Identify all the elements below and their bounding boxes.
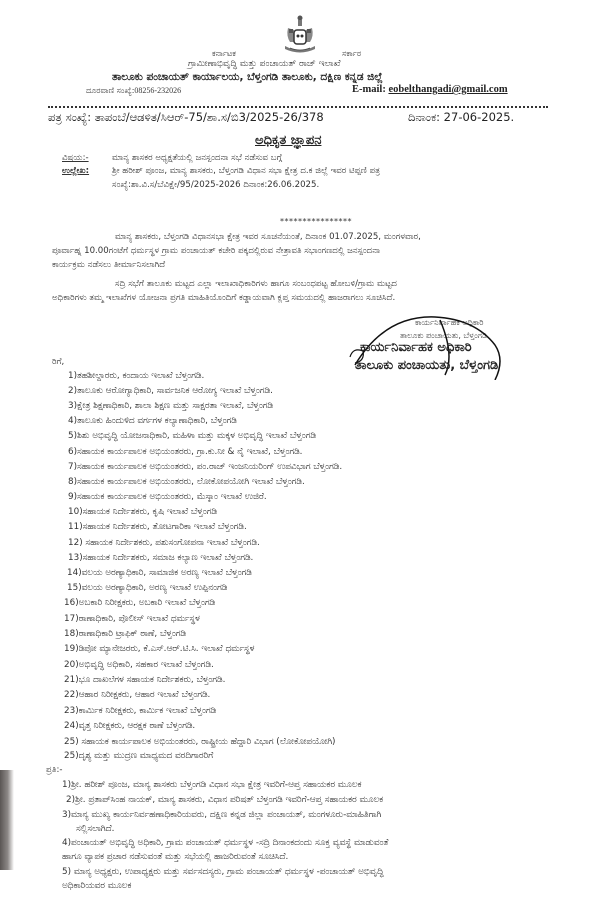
recipient-item: 4)ತಾಲೂಕು ಹಿಂದುಳಿದ ವರ್ಗಗಳ ಕಲ್ಯಾಣಾಧಿಕಾರಿ, ಬೆಳ್ತಂಗಡಿ: [68, 416, 237, 426]
recipient-item: 19)ಡಿಪೋ ಮ್ಯಾನೇಜರರು, ಕೆ.ಎಸ್.ಆರ್.ಟಿ.ಸಿ. ಇಲಾಖೆ ಧರ್ಮಸ್ಥಳ: [64, 644, 255, 654]
recipient-item: 23)ಕಾರ್ಮಿಕ ನಿರೀಕ್ಷಕರು, ಕಾರ್ಮಿಕ ಇಲಾಖೆ ಬೆಳ್ತಂಗಡಿ: [64, 706, 217, 716]
header-department: ಗ್ರಾಮೀಣಾಭಿವೃದ್ಧಿ ಮತ್ತು ಪಂಚಾಯತ್ ರಾಜ್ ಇಲಾಖೆ: [188, 59, 341, 69]
reference-line-1: ಶ್ರೀ ಹರೀಶ್ ಪೂಂಜ, ಮಾನ್ಯ ಶಾಸಕರು, ಬೆಳ್ತಂಗಡಿ ವಿಧಾನ ಸಭಾ ಕ್ಷೇತ್ರ ದ.ಕ ಜಿಲ್ಲೆ ಇವರ ಟಿಪ್ಪಣಿ ಪತ್ರ: [112, 166, 381, 176]
recipient-item: 25) ಸಹಾಯಕ ಕಾರ್ಯಪಾಲಕ ಅಭಿಯಂತರರು, ರಾಷ್ಟ್ರೀಯ ಹೆದ್ದಾರಿ ವಿಭಾಗ (ಲೋಕೋಪಯೋಗಿ): [64, 737, 336, 747]
reference-label: ಉಲ್ಲೇಖ:: [62, 166, 90, 176]
signatory-stamp-title: ಕಾರ್ಯನಿರ್ವಾಹಕ ಅಧಿಕಾರಿ: [360, 340, 472, 355]
copy-item: ಹಾಗೂ ವ್ಯಾಪಕ ಪ್ರಚಾರ ನಡೆಸುವಂತೆ ಮತ್ತು ಸಭೆಯಲ್ಲಿ ಹಾಜರಿರುವಂತೆ ಸೂಚಿಸಿದೆ.: [62, 852, 289, 862]
recipient-item: 7)ಸಹಾಯಕ ಕಾರ್ಯಪಾಲಕ ಅಭಿಯಂತರರು, ಪಂ.ರಾಜ್ ಇಂಜನಿಯರಿಂಗ್ ಉಪವಿಭಾಗ ಬೆಳ್ತಂಗಡಿ.: [68, 462, 343, 472]
reference-line-2: ಸಂಖ್ಯೆ:ಶಾ.ವಿ.ಸ/ಬೆವಿಕ್ಷೇ/95/2025-2026 ದಿನಾಂಕ:26.06.2025.: [112, 180, 320, 190]
section-separator: ****************: [280, 217, 352, 226]
subject-label: ವಿಷಯ:-: [62, 153, 89, 163]
header-divider: [48, 106, 548, 108]
paragraph-2-line-2: ಅಧಿಕಾರಿಗಳು ತಮ್ಮ ಇಲಾಖೆಗಳ ಯೋಜನಾ ಪ್ರಗತಿ ಮಾಹಿತಿಯೊಂದಿಗೆ ಕಡ್ಡಾಯವಾಗಿ ಕ್ಲಪ್ತ ಸಮಯದಲ್ಲಿ ಹಾಜರಾಗಲು ಸೂಚಿಸಿದೆ.: [52, 293, 396, 303]
email-link[interactable]: eobelthangadi@gmail.com: [388, 84, 508, 95]
copy-item: 5) ಮಾನ್ಯ ಅಧ್ಯಕ್ಷರು, ಉಪಾಧ್ಯಕ್ಷರು ಮತ್ತು ಸರ್ವಸದಸ್ಯರು, ಗ್ರಾಮ ಪಂಚಾಯತ್ ಧರ್ಮಸ್ಥಳ -ಪಂಚಾಯತ್ ಅಭಿವೃದ್ಧಿ: [62, 867, 384, 877]
recipient-item: 18)ಠಾಣಾಧಿಕಾರಿ ಟ್ರಾಫಿಕ್ ಠಾಣೆ, ಬೆಳ್ತಂಗಡಿ: [64, 629, 187, 639]
recipient-item: 3)ಕ್ಷೇತ್ರ ಶಿಕ್ಷಣಾಧಿಕಾರಿ, ಶಾಲಾ ಶಿಕ್ಷಣ ಮತ್ತು ಸಾಕ್ಷರತಾ ಇಲಾಖೆ, ಬೆಳ್ತಂಗಡಿ: [68, 401, 274, 411]
paragraph-1-line-3: ಕಾರ್ಯಕ್ರಮ ನಡೆಸಲು ತೀರ್ಮಾನಿಸಲಾಗಿದೆ: [52, 260, 166, 270]
phone-label: ದೂರವಾಣಿ ಸಂಖ್ಯೆ:: [86, 86, 135, 95]
copy-item: ಸಲ್ಲಿಸಲಾಗಿದೆ.: [76, 824, 115, 834]
recipient-item: 2)ತಾಲೂಕು ಆರೋಗ್ಯಾಧಿಕಾರಿ, ಸಾರ್ವಜನಿಕ ಆರೋಗ್ಯ ಇಲಾಖೆ ಬೆಳ್ತಂಗಡಿ.: [68, 386, 273, 396]
header-state-right: ಸರ್ಕಾರ: [342, 49, 362, 58]
copy-label: ಪ್ರತಿ:-: [46, 765, 63, 775]
header-state-left: ಕರ್ನಾಟಕ: [212, 49, 236, 58]
paragraph-1-line-2: ಪೂರ್ವಾಹ್ನ 10.00ಗಂಟೆಗೆ ಧರ್ಮಸ್ಥಳ ಗ್ರಾಮ ಪಂಚಾಯತ್ ಕಚೇರಿ ಪಕ್ಕದಲ್ಲಿರುವ ನೇತ್ರಾವತಿ ಸಭಾಂಗಣದಲ್ಲಿ ಜನಸ್ಪಂದನಾ: [52, 246, 381, 256]
header-email: [352, 84, 508, 95]
letter-number: ಪತ್ರ ಸಂಖ್ಯೆ: ತಾಪಂಬೆ/ಆಡಳಿತ/ಸಿಆರ್-75/ಶಾ.ಸ/ಬಿ3/2025-26/378: [48, 110, 324, 124]
recipient-item: 25)ದೃಶ್ಯ ಮತ್ತು ಮುದ್ರಣ ಮಾಧ್ಯಮದ ವರದಿಗಾರರಿಗೆ: [64, 751, 214, 761]
recipient-item: 9)ಸಹಾಯಕ ಕಾರ್ಯಪಾಲಕ ಅಭಿಯಂತರರು, ಮೆಸ್ಕಾಂ ಇಲಾಖೆ ಉಜಿರೆ.: [68, 492, 267, 502]
to-label: ರಿಗೆ,: [52, 357, 65, 367]
recipient-item: 1)ತಹಶೀಲ್ದಾರರು, ಕಂದಾಯ ಇಲಾಖೆ ಬೆಳ್ತಂಗಡಿ.: [68, 371, 205, 381]
signatory-stamp-office: ತಾಲೂಕು ಪಂಚಾಯತು, ಬೆಳ್ತಂಗಡಿ: [355, 358, 499, 373]
subject-text: ಮಾನ್ಯ ಶಾಸಕರ ಅಧ್ಯಕ್ಷತೆಯಲ್ಲಿ ಜನಸ್ಪಂದನಾ ಸಭೆ ನಡೆಸುವ ಬಗ್ಗೆ: [112, 153, 283, 163]
recipient-item: 14)ವಲಯ ಅರಣ್ಯಾಧಿಕಾರಿ, ಸಾಮಾಜಿಕ ಅರಣ್ಯ ಇಲಾಖೆ ಬೆಳ್ತಂಗಡಿ: [67, 568, 252, 578]
recipient-item: 5)ಶಿಶು ಅಭಿವೃದ್ಧಿ ಯೋಜನಾಧಿಕಾರಿ, ಮಹಿಳಾ ಮತ್ತು ಮಕ್ಕಳ ಅಭಿವೃದ್ಧಿ ಇಲಾಖೆ ಬೆಳ್ತಂಗಡಿ: [68, 431, 316, 441]
header-phone: [86, 86, 181, 96]
header-office: ತಾಲೂಕು ಪಂಚಾಯತ್ ಕಾರ್ಯಾಲಯ, ಬೆಳ್ತಂಗಡಿ ತಾಲೂಕು, ದಕ್ಷಿಣ ಕನ್ನಡ ಜಿಲ್ಲೆ: [112, 71, 383, 83]
recipient-item: 24)ವೃತ್ತ ನಿರೀಕ್ಷಕರು, ಆರಕ್ಷಕ ಠಾಣೆ ಬೆಳ್ತಂಗಡಿ.: [64, 721, 196, 731]
recipient-item: 11)ಸಹಾಯಕ ನಿರ್ದೇಶಕರು, ತೋಟಗಾರಿಕಾ ಇಲಾಖೆ ಬೆಳ್ತಂಗಡಿ.: [68, 522, 247, 532]
recipient-item: 12) ಸಹಾಯಕ ನಿರ್ದೇಶಕರು, ಪಶುಸಂಗೋಪನಾ ಇಲಾಖೆ ಬೆಳ್ತಂಗಡಿ.: [68, 538, 260, 548]
signatory-typed-title: ಕಾರ್ಯನಿರ್ವಾಹಕ ಅಧಿಕಾರಿ: [415, 318, 484, 327]
recipient-item: 16)ಅಬಕಾರಿ ನಿರೀಕ್ಷಕರು, ಅಬಕಾರಿ ಇಲಾಖೆ ಬೆಳ್ತಂಗಡಿ: [64, 598, 216, 608]
paragraph-1-line-1: ಮಾನ್ಯ ಶಾಸಕರು, ಬೆಳ್ತಂಗಡಿ ವಿಧಾನಸಭಾ ಕ್ಷೇತ್ರ ಇವರ ಸೂಚನೆಯಂತೆ, ದಿನಾಂಕ 01.07.2025, ಮಂಗಳವಾರ,: [115, 232, 421, 242]
recipient-item: 6)ಸಹಾಯಕ ಕಾರ್ಯಪಾಲಕ ಅಭಿಯಂತರರು, ಗ್ರಾ.ಕು.ನೀ & ನೈ ಇಲಾಖೆ, ಬೆಳ್ತಂಗಡಿ.: [68, 447, 303, 457]
recipient-item: 20)ಅಭಿವೃದ್ಧಿ ಅಧಿಕಾರಿ, ಸಹಕಾರ ಇಲಾಖೆ ಬೆಳ್ತಂಗಡಿ.: [64, 660, 214, 670]
copy-item: 1)ಶ್ರೀ. ಹರೀಶ್ ಪೂಂಜ, ಮಾನ್ಯ ಶಾಸಕರು ಬೆಳ್ತಂಗಡಿ ವಿಧಾನ ಸಭಾ ಕ್ಷೇತ್ರ ಇವರಿಗೆ-ಆಪ್ತ ಸಹಾಯಕರ ಮೂಲಕ: [62, 780, 362, 790]
karnataka-emblem-icon: [282, 14, 318, 56]
letter-date: ದಿನಾಂಕ: 27-06-2025.: [408, 110, 515, 124]
recipient-item: 21)ಭೂ ದಾಖಲೆಗಳ ಸಹಾಯಕ ನಿರ್ದೇಶಕರು, ಬೆಳ್ತಂಗಡಿ.: [64, 675, 226, 685]
paragraph-2-line-1: ಸದ್ರಿ ಸಭೆಗೆ ತಾಲೂಕು ಮಟ್ಟದ ಎಲ್ಲಾ ಇಲಾಖಾಧಿಕಾರಿಗಳು ಹಾಗೂ ಸಂಬಂಧಪಟ್ಟ ಹೋಬಳಿ/ಗ್ರಾಮ ಮಟ್ಟದ: [115, 279, 397, 289]
copy-item: 3)ಮಾನ್ಯ ಮುಖ್ಯ ಕಾರ್ಯನಿರ್ವಹಣಾಧಿಕಾರಿಯವರು, ದಕ್ಷಿಣ ಕನ್ನಡ ಜಿಲ್ಲಾ ಪಂಚಾಯತ್, ಮಂಗಳೂರು-ಮಾಹಿತಿಗಾಗಿ: [62, 810, 382, 820]
signatory-typed-office: ತಾಲೂಕು ಪಂಚಾಯತು, ಬೆಳ್ತಂಗಡಿ.: [400, 331, 490, 340]
recipient-item: 13)ಸಹಾಯಕ ನಿರ್ದೇಶಕರು, ಸಮಾಜ ಕಲ್ಯಾಣ ಇಲಾಖೆ ಬೆಳ್ತಂಗಡಿ.: [68, 553, 254, 563]
copy-item: 4)ಪಂಚಾಯತ್ ಅಭಿವೃದ್ಧಿ ಅಧಿಕಾರಿ, ಗ್ರಾಮ ಪಂಚಾಯತ್ ಧರ್ಮಸ್ಥಳ -ಸದ್ರಿ ದಿನಾಂಕದಂದು ಸೂಕ್ತ ವ್ಯವಸ್ಥೆ ಮಾಡುವಂತೆ: [62, 838, 389, 848]
recipient-item: 10)ಸಹಾಯಕ ನಿರ್ದೇಶಕರು, ಕೃಷಿ ಇಲಾಖೆ ಬೆಳ್ತಂಗಡಿ: [68, 507, 218, 517]
recipient-item: 8)ಸಹಾಯಕ ಕಾರ್ಯಪಾಲಕ ಅಭಿಯಂತರರು, ಲೋಕೋಪಯೋಗಿ ಇಲಾಖೆ ಬೆಳ್ತಂಗಡಿ.: [68, 477, 305, 487]
recipient-item: 22)ಆಹಾರ ನಿರೀಕ್ಷಕರು, ಆಹಾರ ಇಲಾಖೆ ಬೆಳ್ತಂಗಡಿ.: [64, 690, 211, 700]
recipient-item: 15)ವಲಯ ಅರಣ್ಯಾಧಿಕಾರಿ, ಅರಣ್ಯ ಇಲಾಖೆ ಉಪ್ಪಿನಂಗಡಿ: [67, 583, 228, 593]
copy-item: 2)ಶ್ರೀ. ಪ್ರತಾಪ್‌ಸಿಂಹ ನಾಯಕ್, ಮಾನ್ಯ ಶಾಸಕರು, ವಿಧಾನ ಪರಿಷತ್ ಬೆಳ್ತಂಗಡಿ ಇವರಿಗೆ-ಆಪ್ತ ಸಹಾಯಕರ ಮೂಲಕ: [66, 795, 384, 805]
document-title: ಅಧಿಕೃತ ಜ್ಞಾಪನ: [255, 133, 322, 148]
phone-number: 08256-232026: [134, 86, 182, 95]
email-label: E-mail:: [352, 84, 386, 95]
copy-item: ಅಧಿಕಾರಿಯವರ ಮೂಲಕ: [62, 881, 132, 891]
recipient-item: 17)ಠಾಣಾಧಿಕಾರಿ, ಪೊಲೀಸ್ ಇಲಾಖೆ ಧರ್ಮಸ್ಥಳ: [64, 614, 200, 624]
